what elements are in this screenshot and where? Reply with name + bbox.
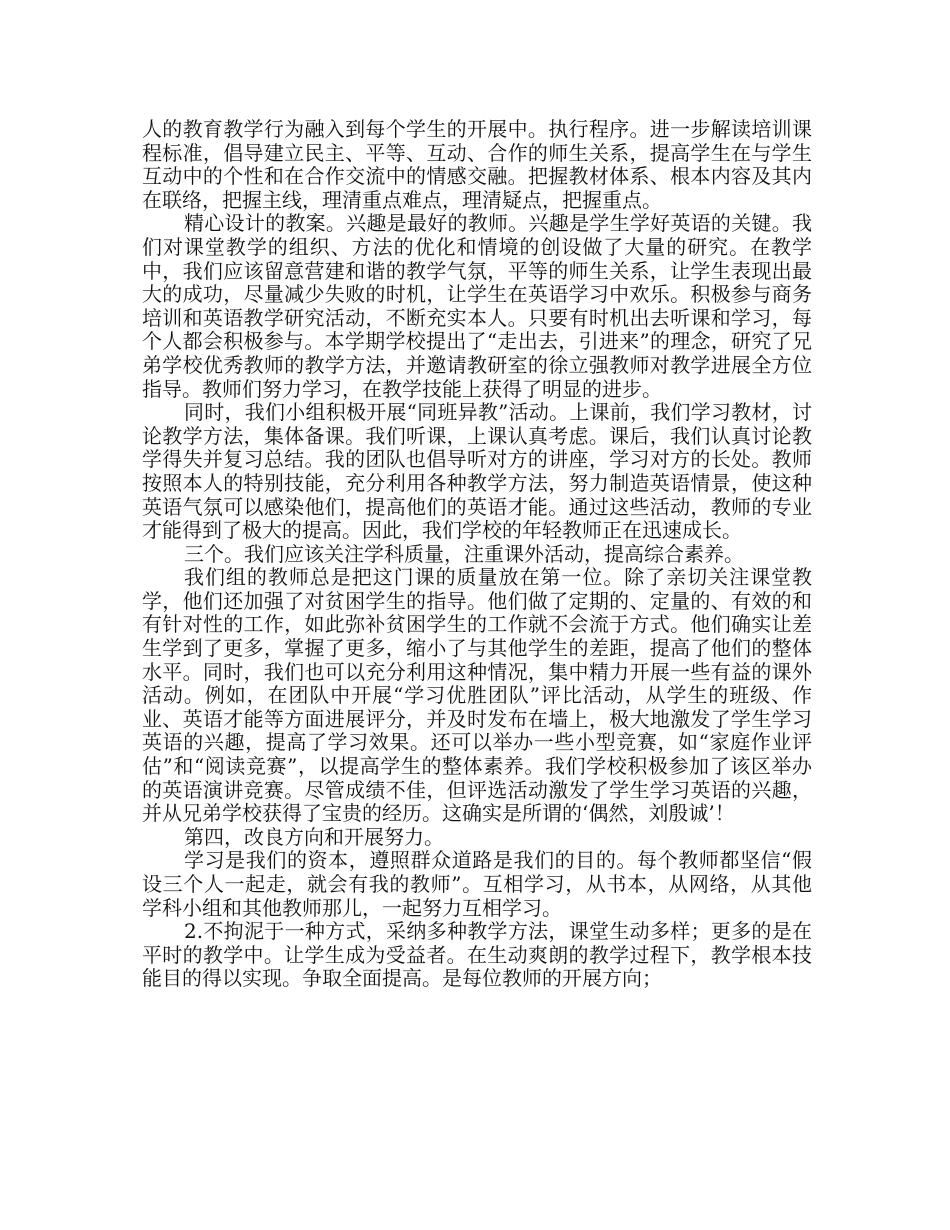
paragraph-section-four-heading: 第四，改良方向和开展努力。	[184, 824, 444, 849]
paragraph-teaching-methods: 2.不拘泥于一种方式，采纳多种教学方法，课堂生动多样；更多的是在平时的教学中。让学生成为受益者。在生动爽朗的教学过程下，教学根本技能目的得以实现。争取全面提高。是每位教师的开展方向；	[142, 919, 812, 991]
paragraph-lesson-design: 精心设计的教案。兴趣是最好的教师。兴趣是学生学好英语的关键。我们对课堂教学的组织、方法的优化和情境的创设做了大量的研究。在教学中，我们应该留意营建和谐的教学气氛，平等的师生关系，让学生表现出最大的成功，尽量减少失败的时机，让学生在英语学习中欢乐。积极参与商务培训和英语教学研究活动，不断充实本人。只要有时机出去听课和学习，每个人都会积极参与。本学期学校提出了“走出去，引进来”的理念，研究了兄弟学校优秀教师的教学方法，并邀请教研室的徐立强教师对教学进展全方位指导。教师们努力学习，在教学技能上获得了明显的进步。	[142, 211, 812, 401]
paragraph-continuation: 人的教育教学行为融入到每个学生的开展中。执行程序。进一步解读培训课程标准，倡导建立民主、平等、互动、合作的师生关系，提高学生在与学生互动中的个性和在合作交流中的情感交融。把握教材体系、根本内容及其内在联络，把握主线，理清重点难点，理清疑点，把握重点。	[142, 117, 812, 212]
paragraph-mutual-learning: 学习是我们的资本，遵照群众道路是我们的目的。每个教师都坚信“假设三个人一起走，就会有我的教师”。互相学习，从书本，从网络，从其他学科小组和其他教师那儿，一起努力互相学习。	[142, 848, 812, 920]
paragraph-quality-activities: 我们组的教师总是把这门课的质量放在第一位。除了亲切关注课堂教学，他们还加强了对贫困学生的指导。他们做了定期的、定量的、有效的和有针对性的工作，如此弥补贫困学生的工作就不会流于方式。他们确实让差生学到了更多，掌握了更多，缩小了与其他学生的差距，提高了他们的整体水平。同时，我们也可以充分利用这种情况，集中精力开展一些有益的课外活动。例如，在团队中开展“学习优胜团队”评比活动，从学生的班级、作业、英语才能等方面进展评分，并及时发布在墙上，极大地激发了学生学习英语的兴趣，提高了学习效果。还可以举办一些小型竞赛，如“家庭作业评估”和“阅读竞赛”，以提高学生的整体素养。我们学校积极参加了该区举办的英语演讲竞赛。尽管成绩不佳，但评选活动激发了学生学习英语的兴趣，并从兄弟学校获得了宝贵的经历。这确实是所谓的‘偶然，刘殷诚’！	[142, 565, 812, 826]
document-body	[142, 118, 812, 991]
paragraph-group-teaching: 同时，我们小组积极开展“同班异教”活动。上课前，我们学习教材，讨论教学方法，集体备课。我们听课，上课认真考虑。课后，我们认真讨论教学得失并复习总结。我的团队也倡导听对方的讲座，学习对方的长处。教师按照本人的特别技能，充分利用各种教学方法，努力制造英语情景，使这种英语气氛可以感染他们，提高他们的英语才能。通过这些活动，教师的专业才能得到了极大的提高。因此，我们学校的年轻教师正在迅速成长。	[142, 400, 812, 543]
paragraph-section-three-heading: 三个。我们应该关注学科质量，注重课外活动，提高综合素养。	[184, 541, 744, 566]
